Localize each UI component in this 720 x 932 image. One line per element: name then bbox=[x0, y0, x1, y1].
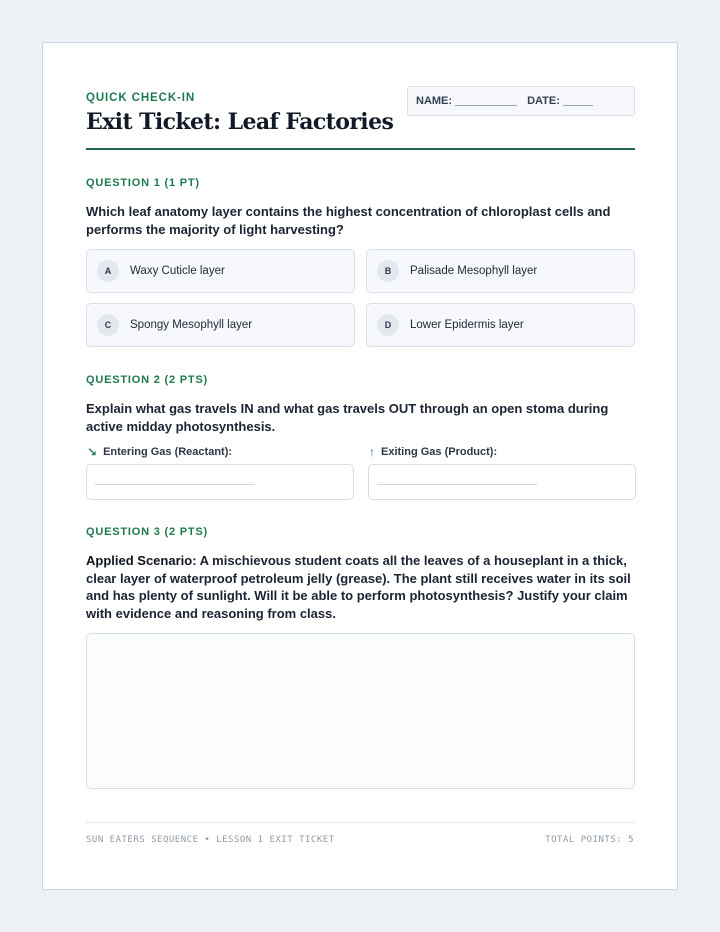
exiting-gas-input[interactable] bbox=[368, 464, 636, 500]
entering-gas-label: Entering Gas (Reactant): bbox=[103, 446, 233, 458]
option-a-badge: A bbox=[97, 260, 119, 282]
footer-divider bbox=[86, 822, 635, 823]
footer-total-points: TOTAL POINTS: 5 bbox=[545, 835, 634, 845]
option-c-text: Spongy Mesophyll layer bbox=[130, 319, 253, 331]
question-3-body: A mischievous student coats all the leaves of a houseplant in a thick, clear layer of waterproof petroleum jelly (grease). The plant still receives water in its soil and has plenty of sunlight. Will it be able to perform photosynthesis? Justify your claim with evidence and reasoning from class. bbox=[86, 553, 631, 621]
entering-gas-input[interactable] bbox=[86, 464, 354, 500]
option-b-badge: B bbox=[377, 260, 399, 282]
name-date-box bbox=[407, 86, 635, 116]
kicker-label: QUICK CHECK-IN bbox=[86, 92, 196, 104]
worksheet-page bbox=[42, 42, 678, 890]
arrow-up-icon: ↑ bbox=[369, 445, 375, 459]
option-d[interactable] bbox=[366, 303, 635, 347]
date-label: DATE: bbox=[527, 95, 560, 107]
option-c[interactable] bbox=[86, 303, 355, 347]
footer-lesson-label: SUN EATERS SEQUENCE • LESSON 1 EXIT TICKET bbox=[86, 835, 335, 845]
question-3-lead: Applied Scenario: bbox=[86, 553, 197, 568]
option-b[interactable] bbox=[366, 249, 635, 293]
question-3-text bbox=[86, 552, 638, 622]
option-d-badge: D bbox=[377, 314, 399, 336]
name-label: NAME: bbox=[416, 95, 453, 107]
question-3-label: QUESTION 3 (2 PTS) bbox=[86, 526, 208, 538]
entering-gas-underline bbox=[95, 484, 255, 485]
question-1-label: QUESTION 1 (1 PT) bbox=[86, 177, 200, 189]
question-3-answer-box[interactable] bbox=[86, 633, 635, 789]
exiting-gas-label-row bbox=[369, 445, 497, 459]
page-title: Exit Ticket: Leaf Factories bbox=[86, 109, 394, 135]
question-2-text: Explain what gas travels IN and what gas travels OUT through an open stoma during active midday photosynthesis. bbox=[86, 401, 609, 434]
option-b-text: Palisade Mesophyll layer bbox=[410, 265, 538, 277]
option-c-badge: C bbox=[97, 314, 119, 336]
option-a[interactable] bbox=[86, 249, 355, 293]
question-1-text: Which leaf anatomy layer contains the highest concentration of chloroplast cells and performs the majority of light harvesting? bbox=[86, 204, 611, 237]
date-field[interactable] bbox=[563, 96, 593, 106]
option-d-text: Lower Epidermis layer bbox=[410, 319, 524, 331]
arrow-down-right-icon: ↘ bbox=[87, 445, 98, 459]
option-a-text: Waxy Cuticle layer bbox=[130, 265, 225, 277]
exiting-gas-underline bbox=[377, 484, 537, 485]
exiting-gas-label: Exiting Gas (Product): bbox=[381, 446, 498, 458]
question-2-label: QUESTION 2 (2 PTS) bbox=[86, 374, 208, 386]
header-divider bbox=[86, 148, 635, 150]
name-field[interactable] bbox=[455, 96, 517, 106]
entering-gas-label-row bbox=[87, 445, 232, 459]
